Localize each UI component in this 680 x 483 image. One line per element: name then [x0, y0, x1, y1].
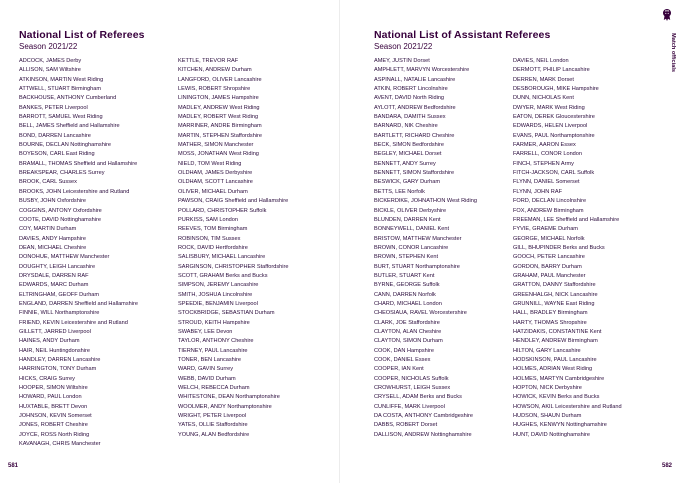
official-entry: BROWN, CONOR Lancashire [374, 244, 449, 251]
official-entry: STOCKBRIDGE, SEBASTIAN Durham [178, 310, 275, 317]
assistant-referee-list-column-2 [513, 57, 622, 440]
official-entry: CUNLIFFE, MARK Liverpool [374, 403, 445, 410]
official-entry: MARTIN, STEPHEN Staffordshire [178, 132, 263, 139]
official-entry: JOYCE, ROSS North Riding [19, 431, 90, 438]
official-entry: BICKERDIKE, JOHNATHON West Riding [374, 198, 477, 205]
official-entry: DABBS, ROBERT Dorset [374, 422, 438, 429]
official-entry: SWABEY, LEE Devon [178, 328, 233, 335]
official-entry: HENDLEY, ANDREW Birmingham [513, 338, 598, 345]
official-entry: NIELD, TOM West Riding [178, 160, 242, 167]
official-entry: KETTLE, TREVOR RAF [178, 58, 239, 64]
official-entry: HAIR, NEIL Huntingdonshire [19, 347, 90, 354]
official-entry: HUGHES, KENWYN Nottinghamshire [513, 422, 607, 429]
official-entry: BREAKSPEAR, CHARLES Surrey [19, 170, 105, 177]
official-entry: BICKLE, OLIVER Derbyshire [374, 207, 447, 214]
official-entry: BARROTT, SAMUEL West Riding [19, 114, 103, 121]
official-entry: BROOKS, JOHN Leicestershire and Rutland [19, 188, 130, 195]
referee-list-column-2 [178, 57, 288, 440]
official-entry: COY, MARTIN Durham [19, 226, 77, 233]
official-entry: BONNEYWELL, DANIEL Kent [374, 226, 450, 233]
official-entry: HOWSON, AKIL Leicestershire and Rutland [513, 403, 622, 410]
official-entry: ROCK, DAVID Hertfordshire [178, 244, 248, 251]
official-entry: HICKS, CRAIG Surrey [19, 375, 75, 382]
official-entry: DRYSDALE, DARREN RAF [19, 272, 89, 279]
official-entry: MATHER, SIMON Manchester [178, 142, 254, 149]
official-entry: DERREN, MARK Dorset [513, 76, 574, 83]
official-entry: EVANS, PAUL Northamptonshire [513, 132, 595, 139]
official-entry: GRUNNILL, WAYNE East Riding [513, 300, 595, 307]
official-entry: WEBB, DAVID Durham [178, 375, 236, 382]
official-entry: COOPER, NICHOLAS Suffolk [374, 375, 449, 382]
official-entry: BRISTOW, MATTHEW Manchester [374, 235, 462, 242]
official-entry: EDWARDS, HELEN Liverpool [513, 123, 588, 130]
official-entry: YATES, OLLIE Staffordshire [178, 422, 248, 429]
official-entry: JOHNSON, KEVIN Somerset [19, 413, 92, 420]
official-entry: KAVANAGH, CHRIS Manchester [19, 441, 101, 448]
official-entry: EATON, DEREK Gloucestershire [513, 114, 595, 121]
official-entry: LININGTON, JAMES Hampshire [178, 95, 259, 102]
official-entry: BURT, STUART Northamptonshire [374, 263, 460, 270]
official-entry: DONOHUE, MATTHEW Manchester [19, 254, 110, 261]
official-entry: GOOCH, PETER Lancashire [513, 254, 585, 261]
official-entry: HOLMES, MARTYN Cambridgeshire [513, 375, 605, 382]
official-entry: HOLMES, ADRIAN West Riding [513, 366, 593, 373]
official-entry: DEAN, MICHAEL Cheshire [19, 244, 87, 251]
official-entry: FREEMAN, LEE Sheffield and Hallamshire [513, 216, 620, 223]
official-entry: GILL, BHUPINDER Berks and Bucks [513, 244, 605, 251]
official-entry: HUDSON, SHAUN Durham [513, 413, 582, 420]
official-entry: DWYER, MARK West Riding [513, 104, 585, 111]
official-entry: TAYLOR, ANTHONY Cheshire [178, 338, 254, 345]
official-entry: ASPINALL, NATALIE Lancashire [374, 76, 456, 83]
official-entry: BARTLETT, RICHARD Cheshire [374, 132, 455, 139]
official-entry: BUTLER, STUART Kent [374, 272, 435, 279]
official-entry: ELTRINGHAM, GEOFF Durham [19, 291, 100, 298]
official-entry: BENNETT, ANDY Surrey [374, 160, 436, 167]
official-entry: DERMOTT, PHILIP Lancashire [513, 67, 590, 74]
official-entry: COGGINS, ANTONY Oxfordshire [19, 207, 102, 214]
official-entry: CLAYTON, SIMON Durham [374, 338, 443, 345]
official-entry: BOND, DARREN Lancashire [19, 132, 91, 139]
official-entry: AVENT, DAVID North Riding [374, 95, 445, 102]
official-entry: CRYSELL, ADAM Berks and Bucks [374, 394, 462, 401]
official-entry: REEVES, TOM Birmingham [178, 226, 248, 233]
official-entry: HANDLEY, DARREN Lancashire [19, 357, 101, 363]
official-entry: HILTON, GARY Lancashire [513, 347, 581, 354]
official-entry: HARRINGTON, TONY Durham [19, 366, 97, 373]
official-entry: ALLISON, SAM Wiltshire [19, 67, 81, 74]
official-entry: MADLEY, ROBERT West Riding [178, 114, 259, 121]
official-entry: HUNT, DAVID Nottinghamshire [513, 431, 590, 438]
official-entry: CROWHURST, LEIGH Sussex [374, 385, 451, 392]
official-entry: ATKINSON, MARTIN West Riding [19, 76, 104, 83]
official-entry: FITCH-JACKSON, CARL Suffolk [513, 170, 595, 177]
official-entry: HOWICK, KEVIN Berks and Bucks [513, 394, 600, 401]
official-entry: FINNIE, WILL Northamptonshire [19, 310, 100, 317]
official-entry: DA COSTA, ANTHONY Cambridgeshire [374, 413, 473, 420]
official-entry: HOPTON, NICK Derbyshire [513, 385, 582, 392]
official-entry: DAVIES, NEIL London [513, 58, 569, 64]
page-title: National List of Referees [19, 29, 145, 41]
right-page [340, 0, 680, 483]
page-title: National List of Assistant Referees [374, 29, 551, 41]
official-entry: WHITESTONE, DEAN Northamptonshire [178, 394, 280, 401]
official-entry: LEWIS, ROBERT Shropshire [178, 86, 251, 93]
official-entry: GEORGE, MICHAEL Norfolk [513, 235, 585, 242]
official-entry: ATKIN, ROBERT Lincolnshire [374, 86, 448, 93]
official-entry: CANN, DARREN Norfolk [374, 291, 436, 298]
official-entry: GILLETT, JARRED Liverpool [19, 328, 91, 335]
official-entry: BECK, SIMON Bedfordshire [374, 142, 444, 149]
official-entry: GRAHAM, PAUL Manchester [513, 272, 586, 279]
official-entry: HUXTABLE, BRETT Devon [19, 403, 88, 410]
official-entry: EDWARDS, MARC Durham [19, 282, 89, 289]
official-entry: OLDHAM, SCOTT Lancashire [178, 179, 253, 186]
official-entry: BOURNE, DECLAN Nottinghamshire [19, 142, 112, 149]
official-entry: COOK, DANIEL Essex [374, 357, 431, 363]
official-entry: FRIEND, KEVIN Leicestershire and Rutland [19, 319, 128, 326]
official-entry: OLDHAM, JAMES Derbyshire [178, 170, 253, 177]
official-entry: WOOLMER, ANDY Northamptonshire [178, 403, 272, 410]
official-entry: BROWN, STEPHEN Kent [374, 254, 439, 261]
official-entry: FARMER, AARON Essex [513, 142, 576, 149]
season-label: Season 2021/22 [374, 42, 433, 51]
season-label: Season 2021/22 [19, 42, 78, 51]
official-entry: CHEOSIAUA, RAVEL Worcestershire [374, 310, 467, 317]
official-entry: HALL, BRADLEY Birmingham [513, 310, 588, 317]
official-entry: FARRELL, CONOR London [513, 151, 583, 158]
page-number: 581 [8, 463, 19, 469]
official-entry: ATTWELL, STUART Birmingham [19, 86, 102, 93]
official-entry: BEGLEY, MICHAEL Dorset [374, 151, 442, 158]
official-entry: PAWSON, CRAIG Sheffield and Hallamshire [178, 198, 289, 205]
official-entry: POLLARD, CHRISTOPHER Suffolk [178, 207, 267, 214]
official-entry: DALLISON, ANDREW Nottinghamshire [374, 431, 472, 438]
official-entry: FYVIE, GRAEME Durham [513, 226, 578, 233]
section-side-label: Match officials [670, 33, 676, 72]
official-entry: ENGLAND, DARREN Sheffield and Hallamshire [19, 300, 138, 307]
official-entry: BANDARA, DAMITH Sussex [374, 114, 446, 121]
official-entry: GREENHALGH, NICK Lancashire [513, 291, 598, 298]
assistant-referee-list-column-1 [374, 57, 477, 440]
official-entry: BROOK, CARL Sussex [19, 179, 77, 186]
official-entry: HAINES, ANDY Durham [19, 338, 80, 345]
official-entry: MARRINER, ANDRE Birmingham [178, 123, 262, 130]
official-entry: HATZIDAKIS, CONSTANTINE Kent [513, 328, 602, 335]
official-entry: BOYESON, CARL East Riding [19, 151, 95, 158]
official-entry: FLYNN, DANIEL Somerset [513, 179, 580, 186]
official-entry: BESWICK, GARY Durham [374, 179, 441, 186]
official-entry: SARGINSON, CHRISTOPHER Staffordshire [178, 263, 289, 270]
official-entry: SIMPSON, JEREMY Lancashire [178, 282, 259, 289]
official-entry: ROBINSON, TIM Sussex [178, 235, 241, 242]
official-entry: FLYNN, JOHN RAF [513, 188, 562, 195]
official-entry: BACKHOUSE, ANTHONY Cumberland [19, 95, 117, 102]
official-entry: HOOPER, SIMON Wiltshire [19, 385, 88, 392]
page-number: 582 [661, 463, 672, 469]
premier-league-lion-icon [660, 8, 674, 22]
official-entry: SPEEDIE, BENJAMIN Liverpool [178, 300, 258, 307]
referee-list-column-1 [19, 57, 138, 449]
official-entry: MADLEY, ANDREW West Riding [178, 104, 260, 111]
official-entry: COOPER, IAN Kent [374, 366, 424, 373]
official-entry: AYLOTT, ANDREW Bedfordshire [374, 104, 456, 111]
official-entry: FORD, DECLAN Lincolnshire [513, 198, 587, 205]
official-entry: HARTY, THOMAS Shropshire [513, 319, 587, 326]
official-entry: DESBOROUGH, MIKE Hampshire [513, 86, 599, 93]
official-entry: TONER, BEN Lancashire [178, 357, 242, 363]
official-entry: DUNN, NICHOLAS Kent [513, 95, 574, 102]
official-entry: BLUNDEN, DARREN Kent [374, 216, 441, 223]
official-entry: BELL, JAMES Sheffield and Hallamshire [19, 123, 120, 130]
official-entry: LANGFORD, OLIVER Lancashire [178, 76, 262, 83]
official-entry: CHARD, MICHAEL London [374, 300, 442, 307]
official-entry: DAVIES, ANDY Hampshire [19, 235, 86, 242]
official-entry: AMPHLETT, MARVYN Worcestershire [374, 67, 470, 74]
official-entry: GORDON, BARRY Durham [513, 263, 582, 270]
official-entry: FOX, ANDREW Birmingham [513, 207, 584, 214]
official-entry: CLARK, JOE Staffordshire [374, 319, 440, 326]
official-entry: BUSBY, JOHN Oxfordshire [19, 198, 87, 205]
official-entry: JONES, ROBERT Cheshire [19, 422, 88, 429]
official-entry: COOTE, DAVID Nottinghamshire [19, 216, 101, 223]
official-entry: CLAYTON, ALAN Cheshire [374, 328, 442, 335]
official-entry: FINCH, STEPHEN Army [513, 160, 574, 167]
official-entry: BYRNE, GEORGE Suffolk [374, 282, 440, 289]
official-entry: BETTS, LEE Norfolk [374, 188, 425, 195]
official-entry: SMITH, JOSHUA Lincolnshire [178, 291, 253, 298]
official-entry: STROUD, KEITH Hampshire [178, 319, 250, 326]
official-entry: DOUGHTY, LEIGH Lancashire [19, 263, 96, 270]
official-entry: BANKES, PETER Liverpool [19, 104, 88, 111]
official-entry: WELCH, REBECCA Durham [178, 385, 250, 392]
official-entry: SALISBURY, MICHAEL Lancashire [178, 254, 266, 261]
official-entry: WRIGHT, PETER Liverpool [178, 413, 247, 420]
official-entry: BENNETT, SIMON Staffordshire [374, 170, 455, 177]
official-entry: YOUNG, ALAN Bedfordshire [178, 431, 250, 438]
official-entry: BRAMALL, THOMAS Sheffield and Hallamshire [19, 160, 138, 167]
official-entry: PURKISS, SAM London [178, 216, 239, 223]
official-entry: ADCOCK, JAMES Derby [19, 58, 82, 64]
official-entry: SCOTT, GRAHAM Berks and Bucks [178, 272, 268, 279]
official-entry: GRATTON, DANNY Staffordshire [513, 282, 596, 289]
official-entry: BARNARD, NIK Cheshire [374, 123, 438, 130]
official-entry: MOSS, JONATHAN West Riding [178, 151, 259, 158]
official-entry: WARD, GAVIN Surrey [178, 366, 234, 373]
official-entry: OLIVER, MICHAEL Durham [178, 188, 248, 195]
official-entry: COOK, DAN Hampshire [374, 347, 434, 354]
official-entry: KITCHEN, ANDREW Durham [178, 67, 252, 74]
official-entry: HOWARD, PAUL London [19, 394, 82, 401]
official-entry: AMEY, JUSTIN Dorset [374, 58, 430, 64]
official-entry: TIERNEY, PAUL Lancashire [178, 347, 248, 354]
official-entry: HODSKINSON, PAUL Lancashire [513, 357, 597, 363]
